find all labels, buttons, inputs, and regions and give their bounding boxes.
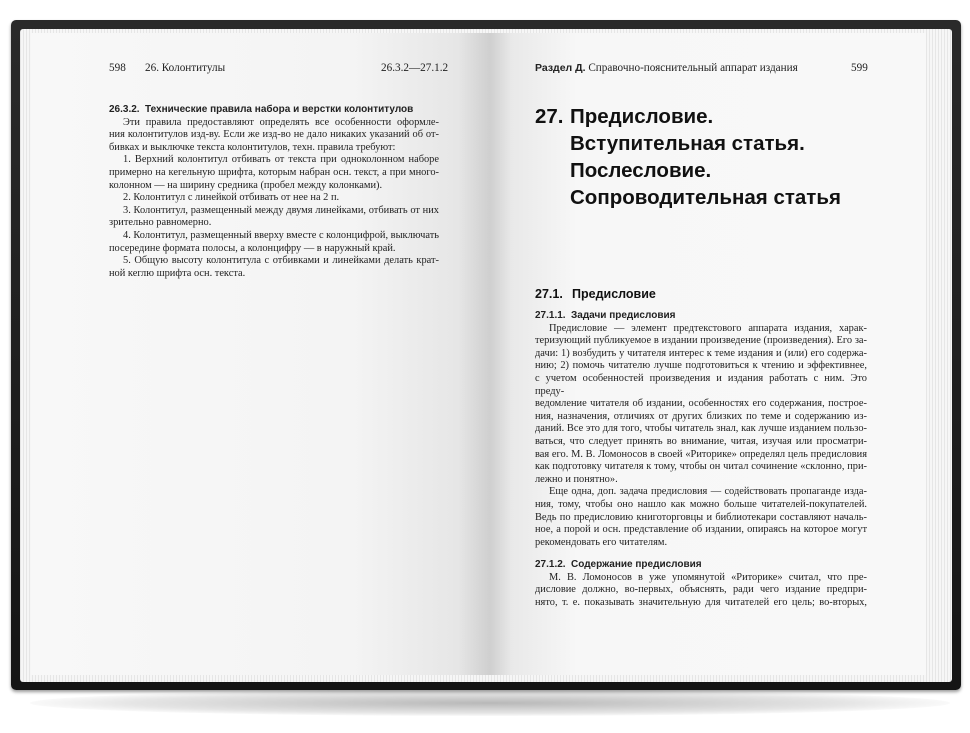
right-body — [535, 310, 867, 610]
body-line: 2. Колонтитул с линейкой отбивать от нее на 2 п. — [123, 192, 340, 204]
body-line: лежно и понятно». — [535, 473, 618, 485]
chapter-title-line: Вступительная статья. — [570, 132, 805, 155]
section-heading-27-1 — [535, 287, 656, 301]
body-line: ведомление читателя об издании, особенностях его содержания, построе- — [535, 398, 867, 410]
body-line: ное, а порой и осн. представление об издании, опираясь на которое могут — [535, 524, 867, 536]
body-line: примерно на кегельную шрифта, которым набран осн. текст, а при много- — [109, 166, 439, 178]
body-line: дачи: 1) возбудить у читателя интерес к теме издания и (или) его содержа- — [535, 347, 867, 359]
left-body — [109, 104, 439, 280]
body-line: ния, тому, чтобы оно нашло как можно больше читателей-покупателей. — [535, 498, 867, 510]
running-section-title: Справочно-пояснительный аппарат издания — [588, 62, 798, 74]
heading-number: 27.1. — [535, 287, 563, 301]
body-line: колонном — на ширину средника (пробел между колонками). — [109, 179, 383, 191]
section-number: 26.3.2. — [109, 104, 140, 115]
body-line: ной кеглю шрифта осн. текста. — [109, 267, 246, 279]
body-line: даний. Все это для того, чтобы читатель знал, как лучше изданием пользо- — [535, 423, 867, 435]
body-line: с учетом особенностей произведения и издания работать с ним. Это преду- — [535, 372, 867, 397]
body-line: теризующий публикуемое в издании произведение (произведения). Его за- — [535, 335, 867, 347]
body-line: посередине формата полосы, а колонцифру — в наружный край. — [109, 242, 396, 254]
chapter-title-line: Послесловие. — [570, 159, 712, 182]
section-heading — [109, 104, 439, 117]
body-line: дисловие должно, во-первых, объяснять, ради чего издание предпри- — [535, 584, 867, 596]
body-line: Эти правила предоставляют определять все особенности оформле- — [123, 116, 439, 128]
body-line: нято, т. е. показывать значительную для читателей его цель; во-вторых, — [535, 597, 867, 609]
subsection-heading — [535, 310, 867, 323]
body-line: нию; 2) помочь читателю лучше подготовиться к чтению и эффективнее, — [535, 360, 867, 372]
subsection-number: 27.1.2. — [535, 559, 566, 571]
subsection-heading — [535, 559, 867, 572]
left-running-chapter: 26. Колонтитулы — [145, 62, 226, 74]
body-line: ния, назначения, отличиях от других близких по теме и содержанию из- — [535, 410, 867, 422]
subsection-number: 27.1.1. — [535, 310, 566, 321]
body-line: ния колонтитулов изд-ву. Если же изд-во не дало никаких указаний об от- — [109, 129, 439, 141]
body-line: Ведь по предисловию книготорговцы и библиотекари составляют началь- — [535, 511, 867, 523]
running-section-label: Раздел Д. — [535, 62, 586, 74]
body-line: рекомендовать его читателям. — [535, 536, 668, 548]
right-page — [490, 33, 926, 675]
left-running-sections: 26.3.2—27.1.2 — [381, 62, 449, 74]
body-line: Еще одна, доп. задача предисловия — содействовать пропаганде изда- — [549, 486, 867, 498]
right-running-head — [535, 62, 798, 74]
chapter-title-line: Предисловие. — [570, 105, 714, 128]
heading-title: Предисловие — [572, 287, 656, 301]
book-shadow — [30, 690, 950, 716]
body-line: бивках и выключке текста колонтитулов, техн. правила требуют: — [109, 141, 396, 153]
body-line: 4. Колонтитул, размещенный вверху вместе с колонцифрой, выключать — [123, 229, 440, 241]
left-page — [31, 33, 490, 675]
body-line: вая его. М. В. Ломоносов в своей «Риторике» определял цель предисловия — [535, 448, 867, 460]
left-page-number: 598 — [109, 62, 126, 74]
body-line: зрительно равномерно. — [109, 217, 212, 229]
chapter-number: 27. — [535, 105, 564, 128]
body-line: 3. Колонтитул, размещенный между двумя линейками, отбивать от них — [123, 204, 439, 216]
section-title: Технические правила набора и верстки колонтитулов — [145, 104, 414, 115]
body-line: ваться, что следует принять во внимание, читая, изучая или просматри- — [535, 435, 867, 447]
body-line: как подготовку читателя к тому, чтобы он читал сочинение «склонно, при- — [535, 461, 867, 473]
right-page-number: 599 — [851, 62, 868, 74]
body-line: Предисловие — элемент предтекстового аппарата издания, харак- — [549, 322, 867, 334]
chapter-title-line: Сопроводительная статья — [570, 186, 841, 209]
subsection-title: Содержание предисловия — [571, 559, 702, 571]
body-line: 1. Верхний колонтитул отбивать от текста при одноколонном наборе — [123, 154, 439, 166]
subsection-title: Задачи предисловия — [571, 310, 676, 321]
body-line: 5. Общую высоту колонтитула с отбивками и линейками делать крат- — [123, 255, 439, 267]
body-line: М. В. Ломоносов в уже упомянутой «Риторике» считал, что пре- — [549, 571, 867, 583]
